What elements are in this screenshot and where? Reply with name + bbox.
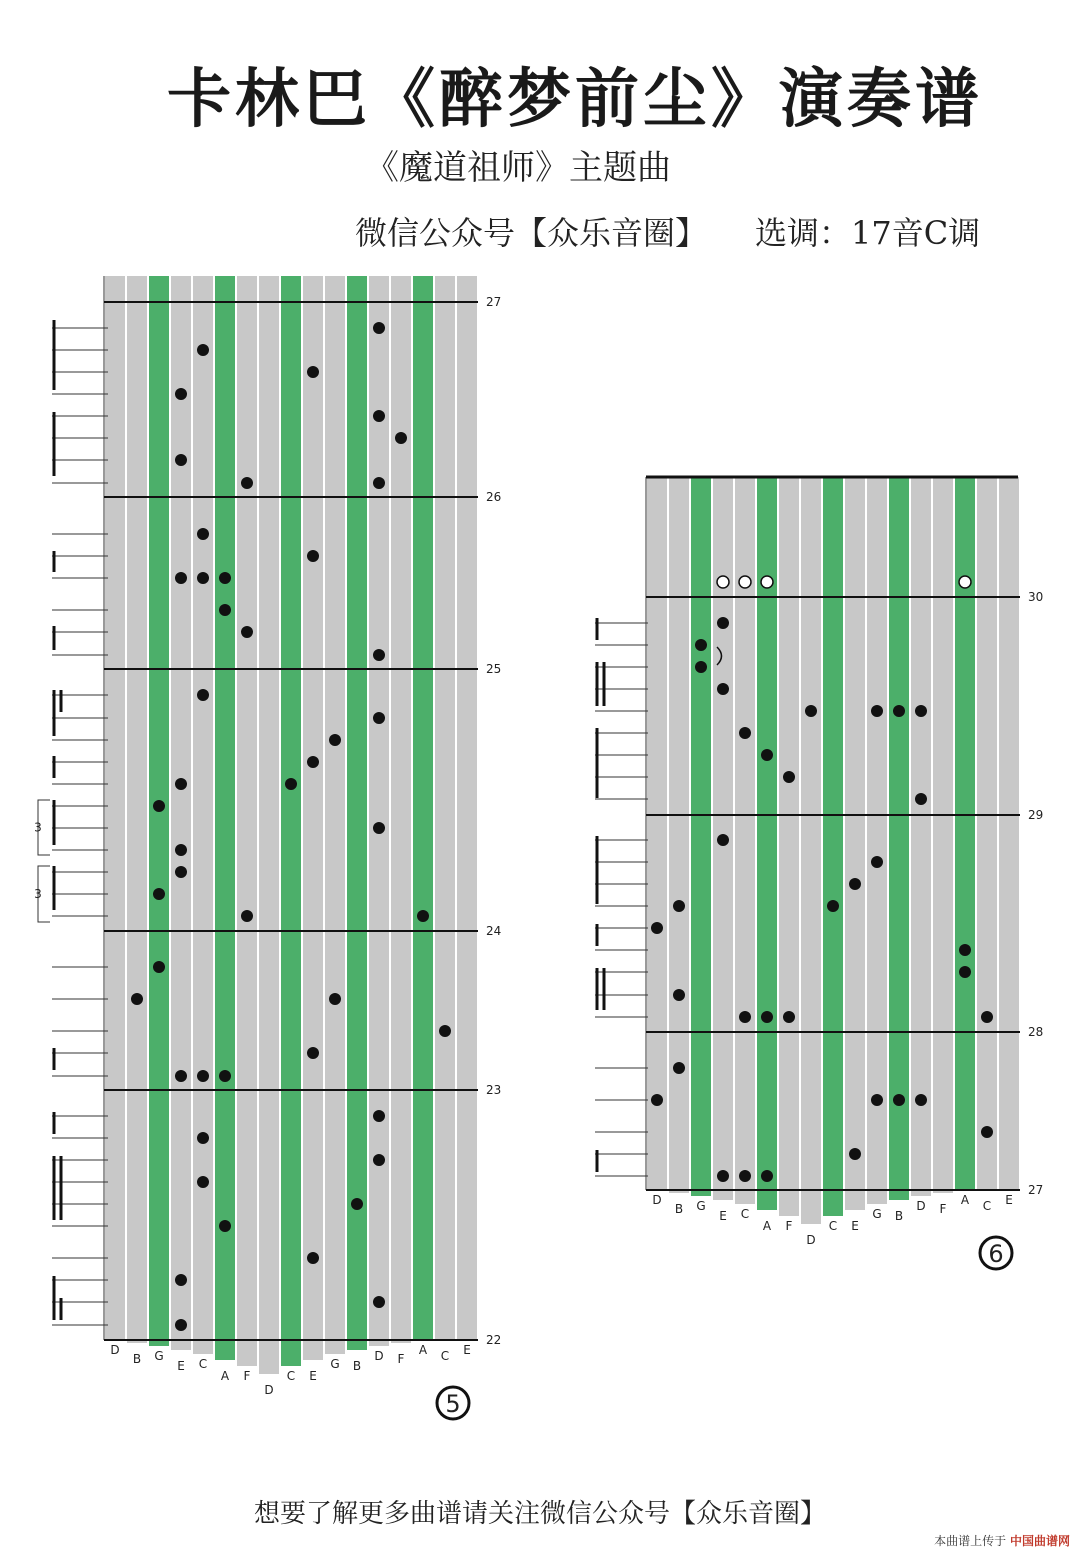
s5-note (285, 778, 297, 790)
s6-note (673, 989, 685, 1001)
s6-note (651, 922, 663, 934)
s5-tine-label-4: C (198, 1357, 208, 1371)
s5-key-15 (435, 276, 455, 1340)
s5-note (373, 1154, 385, 1166)
s5-note (197, 1070, 209, 1082)
s6-note (959, 944, 971, 956)
s5-note (219, 572, 231, 584)
s6-note (673, 900, 685, 912)
s5-note (175, 1070, 187, 1082)
s6-key-8 (823, 477, 843, 1216)
s5-note (307, 1252, 319, 1264)
s6-note (717, 617, 729, 629)
s5-note (373, 1296, 385, 1308)
s5-key-16 (457, 276, 477, 1340)
s6-tine-label-6: F (785, 1219, 793, 1233)
s5-note (175, 778, 187, 790)
s5-tine-label-13: F (397, 1352, 405, 1366)
s6-tine-label-8: C (828, 1219, 838, 1233)
s6-note (783, 1011, 795, 1023)
s5-note (197, 344, 209, 356)
s5-key-5 (215, 276, 235, 1360)
s5-note (175, 1274, 187, 1286)
s6-measure-number: 28 (1028, 1025, 1044, 1039)
s5-note (307, 756, 319, 768)
s5-note (197, 689, 209, 701)
s5-measure-number: 22 (486, 1333, 502, 1347)
s5-note (373, 1110, 385, 1122)
s6-note (783, 771, 795, 783)
s6-tine-label-16: E (1005, 1193, 1013, 1207)
s5-note (373, 649, 385, 661)
s5-note (175, 388, 187, 400)
s5-key-4 (193, 276, 213, 1354)
s6-key-12 (911, 477, 931, 1196)
s6-note (981, 1011, 993, 1023)
s5-note (197, 572, 209, 584)
s5-key-12 (369, 276, 389, 1346)
s6-key-13 (933, 477, 953, 1193)
s5-tine-label-11: B (352, 1359, 362, 1373)
s5-note (219, 1220, 231, 1232)
s6-note (915, 1094, 927, 1106)
s6-tine-label-14: A (960, 1193, 970, 1207)
s6-tine-label-10: G (872, 1207, 882, 1221)
s6-key-7 (801, 477, 821, 1224)
s5-tine-label-3: E (177, 1359, 185, 1373)
s6-tine-label-9: E (851, 1219, 859, 1233)
s5-note (197, 1132, 209, 1144)
s6-key-0 (647, 477, 667, 1190)
s6-note (739, 1170, 751, 1182)
footer-text: 想要了解更多曲谱请关注微信公众号【众乐音圈】 (253, 1499, 826, 1529)
s5-key-11 (347, 276, 367, 1350)
s6-note (695, 639, 707, 651)
s5-triplet-number: 3 (34, 820, 42, 835)
s6-note (871, 1094, 883, 1106)
s5-note (417, 910, 429, 922)
s5-note (329, 734, 341, 746)
s5-note (307, 366, 319, 378)
s6-key-11 (889, 477, 909, 1200)
upload-label: 本曲谱上传于 (934, 1534, 1007, 1548)
s6-note (651, 1094, 663, 1106)
s5-note (241, 477, 253, 489)
s6-tine-label-1: B (674, 1202, 684, 1216)
s6-key-2 (691, 477, 711, 1196)
s5-note (197, 528, 209, 540)
s6-tine-label-2: G (696, 1199, 706, 1213)
s5-note (373, 822, 385, 834)
s5-tine-label-7: D (264, 1383, 274, 1397)
page-title: 卡林巴《醉梦前尘》演奏谱 (167, 63, 983, 137)
s6-note (717, 1170, 729, 1182)
s5-key-10 (325, 276, 345, 1354)
s5-note (175, 454, 187, 466)
s6-rest-note (717, 576, 729, 588)
s5-tine-label-14: A (418, 1343, 428, 1357)
key-label: 选调：17音C调 (755, 214, 981, 252)
s6-note (893, 1094, 905, 1106)
s6-key-15 (977, 477, 997, 1190)
s6-note (893, 705, 905, 717)
s5-note (241, 626, 253, 638)
s5-note (307, 550, 319, 562)
s6-tine-label-4: C (740, 1207, 750, 1221)
s6-note (959, 966, 971, 978)
s6-tine-label-13: F (939, 1202, 947, 1216)
s5-tine-label-2: G (154, 1349, 164, 1363)
s6-note (871, 705, 883, 717)
s6-note (761, 749, 773, 761)
s5-tine-label-9: E (309, 1369, 317, 1383)
upload-watermark (934, 1532, 1070, 1549)
s6-tine-label-12: D (916, 1199, 926, 1213)
s6-note (761, 1170, 773, 1182)
s5-tine-label-8: C (286, 1369, 296, 1383)
s6-note (739, 1011, 751, 1023)
s5-note (395, 432, 407, 444)
s6-measure-number: 29 (1028, 808, 1044, 822)
s5-note (175, 1319, 187, 1331)
s6-note (805, 705, 817, 717)
s5-note (197, 1176, 209, 1188)
s6-note (981, 1126, 993, 1138)
s6-note (673, 1062, 685, 1074)
s5-key-0 (105, 276, 125, 1340)
s5-note (153, 888, 165, 900)
s6-tine-label-15: C (982, 1199, 992, 1213)
s6-rest-note (761, 576, 773, 588)
s6-note (915, 705, 927, 717)
s6-key-16 (999, 477, 1019, 1190)
s5-tine-label-15: C (440, 1349, 450, 1363)
s5-note (373, 477, 385, 489)
s5-tine-label-12: D (374, 1349, 384, 1363)
s5-note (175, 844, 187, 856)
s5-note (219, 1070, 231, 1082)
s6-key-1 (669, 477, 689, 1193)
s5-key-3 (171, 276, 191, 1350)
s5-note (153, 800, 165, 812)
s6-note (827, 900, 839, 912)
s5-note (153, 961, 165, 973)
subtitle: 《魔道祖师》主题曲 (365, 148, 671, 188)
s5-triplet-number: 3 (34, 887, 42, 901)
s6-key-6 (779, 477, 799, 1216)
s6-measure-number: 30 (1028, 590, 1044, 604)
s5-tine-label-1: B (132, 1352, 142, 1366)
s5-measure-number: 24 (486, 924, 502, 938)
s5-tine-label-5: A (220, 1369, 230, 1383)
site-logo: 中国曲谱网 (1009, 1534, 1070, 1548)
s6-note (739, 727, 751, 739)
s5-tine-label-0: D (110, 1343, 120, 1357)
s6-key-9 (845, 477, 865, 1210)
s5-note (351, 1198, 363, 1210)
s5-note (439, 1025, 451, 1037)
s6-tine-label-3: E (719, 1209, 727, 1223)
s6-note (871, 856, 883, 868)
s5-note (219, 604, 231, 616)
s5-measure-number: 26 (486, 490, 502, 504)
s5-section-number: 5 (445, 1390, 461, 1418)
s6-measure-number: 27 (1028, 1183, 1044, 1197)
s6-section-number: 6 (988, 1240, 1004, 1268)
s5-tine-label-6: F (243, 1369, 251, 1383)
s6-tine-label-0: D (652, 1193, 662, 1207)
s5-key-9 (303, 276, 323, 1360)
s5-key-7 (259, 276, 279, 1374)
s5-note (241, 910, 253, 922)
s5-key-1 (127, 276, 147, 1343)
s6-note (761, 1011, 773, 1023)
s6-note (717, 834, 729, 846)
s5-tine-label-10: G (330, 1357, 340, 1371)
s6-tine-label-11: B (894, 1209, 904, 1223)
s5-note (373, 322, 385, 334)
s5-note (373, 712, 385, 724)
s6-note (849, 1148, 861, 1160)
s5-note (307, 1047, 319, 1059)
s5-note (329, 993, 341, 1005)
s5-measure-number: 23 (486, 1083, 502, 1097)
s5-measure-number: 27 (486, 295, 502, 309)
s5-note (373, 410, 385, 422)
s5-note (131, 993, 143, 1005)
s6-tine-label-7: D (806, 1233, 816, 1247)
s6-note (695, 661, 707, 673)
s6-tine-label-5: A (762, 1219, 772, 1233)
s5-note (175, 866, 187, 878)
s5-key-14 (413, 276, 433, 1340)
s6-note (915, 793, 927, 805)
wechat-label: 微信公众号【众乐音圈】 (355, 214, 708, 252)
s5-key-6 (237, 276, 257, 1366)
s5-measure-number: 25 (486, 662, 502, 676)
s5-key-8 (281, 276, 301, 1366)
s6-note (717, 683, 729, 695)
s6-rest-note (959, 576, 971, 588)
s5-note (175, 572, 187, 584)
s5-tine-label-16: E (463, 1343, 471, 1357)
s6-rest-note (739, 576, 751, 588)
s6-note (849, 878, 861, 890)
